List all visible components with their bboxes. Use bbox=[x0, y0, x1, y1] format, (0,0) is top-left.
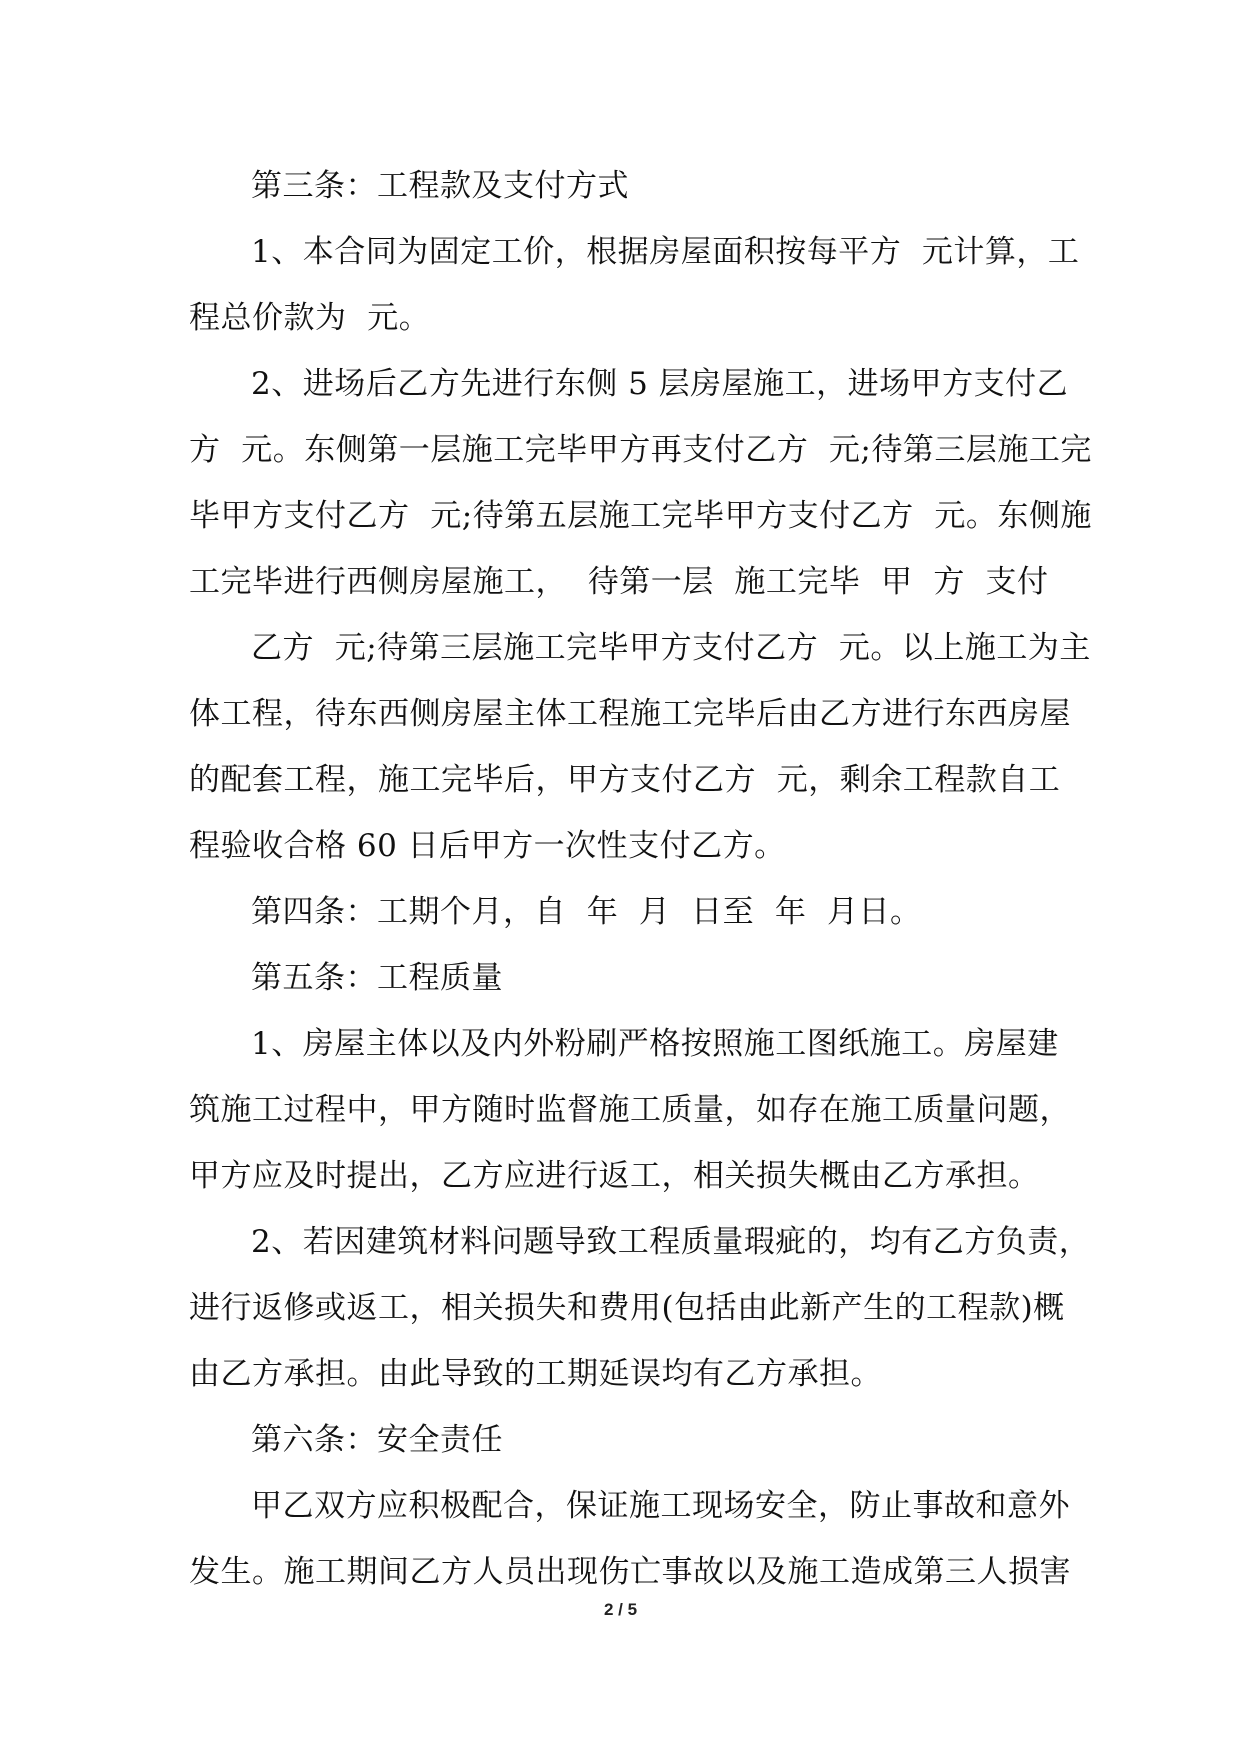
paragraph-line: 1、房屋主体以及内外粉刷严格按照施工图纸施工。房屋建 bbox=[251, 1026, 1059, 1062]
article-6-heading: 第六条：安全责任 bbox=[251, 1422, 503, 1458]
article-4-heading: 第四条：工期个月，自 年 月 日至 年 月日。 bbox=[251, 894, 922, 930]
paragraph-line: 工完毕进行西侧房屋施工， 待第一层 施工完毕 甲 方 支付 bbox=[189, 564, 1049, 600]
article-3-heading: 第三条：工程款及支付方式 bbox=[251, 168, 629, 204]
paragraph-line: 方 元。东侧第一层施工完毕甲方再支付乙方 元;待第三层施工完 bbox=[189, 432, 1092, 468]
paragraph-line: 1、本合同为固定工价，根据房屋面积按每平方 元计算，工 bbox=[251, 234, 1080, 270]
paragraph-line: 由乙方承担。由此导致的工期延误均有乙方承担。 bbox=[189, 1356, 882, 1392]
paragraph-line: 体工程，待东西侧房屋主体工程施工完毕后由乙方进行东西房屋 bbox=[189, 696, 1071, 732]
page-number: 2 / 5 bbox=[603, 1600, 638, 1619]
paragraph-line: 甲乙双方应积极配合，保证施工现场安全，防止事故和意外 bbox=[251, 1488, 1070, 1524]
paragraph-line: 的配套工程，施工完毕后，甲方支付乙方 元，剩余工程款自工 bbox=[189, 762, 1061, 798]
paragraph-line: 甲方应及时提出，乙方应进行返工，相关损失概由乙方承担。 bbox=[189, 1158, 1040, 1194]
paragraph-line: 进行返修或返工，相关损失和费用(包括由此新产生的工程款)概 bbox=[189, 1290, 1065, 1326]
paragraph-line: 2、进场后乙方先进行东侧 5 层房屋施工，进场甲方支付乙 bbox=[251, 366, 1069, 402]
paragraph-line: 程验收合格 60 日后甲方一次性支付乙方。 bbox=[189, 828, 786, 864]
paragraph-line: 乙方 元;待第三层施工完毕甲方支付乙方 元。以上施工为主 bbox=[251, 630, 1091, 666]
article-5-heading: 第五条：工程质量 bbox=[251, 960, 503, 996]
paragraph-line: 2、若因建筑材料问题导致工程质量瑕疵的，均有乙方负责， bbox=[251, 1224, 1091, 1260]
paragraph-line: 毕甲方支付乙方 元;待第五层施工完毕甲方支付乙方 元。东侧施 bbox=[189, 498, 1092, 534]
paragraph-line: 发生。施工期间乙方人员出现伤亡事故以及施工造成第三人损害 bbox=[189, 1554, 1071, 1590]
paragraph-line: 程总价款为 元。 bbox=[189, 300, 431, 336]
paragraph-line: 筑施工过程中，甲方随时监督施工质量，如存在施工质量问题， bbox=[189, 1092, 1071, 1128]
